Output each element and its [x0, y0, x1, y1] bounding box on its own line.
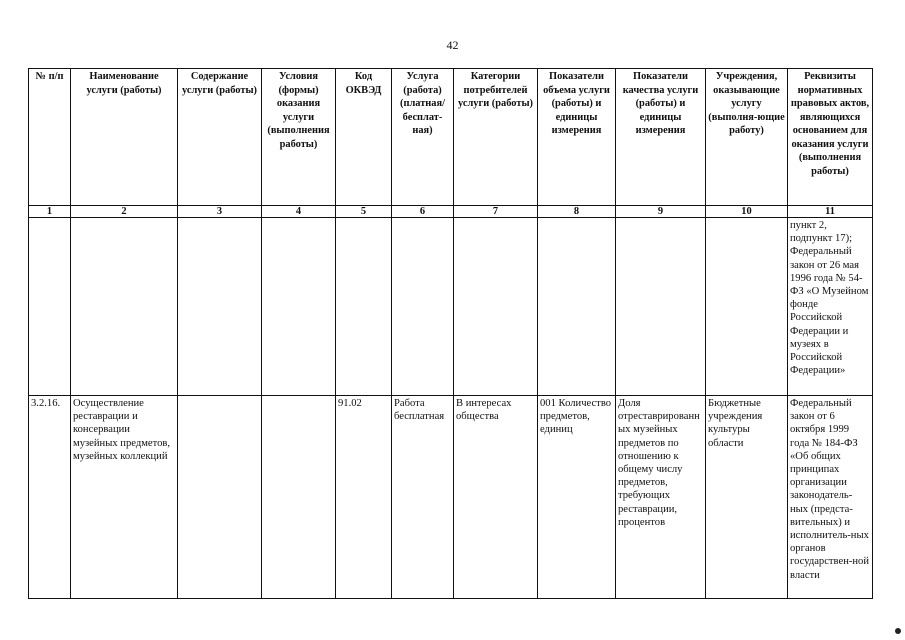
column-number-row [29, 206, 873, 218]
header-cell: Услуга (работа) (платная/ бесплат-ная) [392, 69, 454, 206]
header-cell: Код ОКВЭД [336, 69, 392, 206]
header-cell: № п/п [29, 69, 71, 206]
header-cell: Реквизиты нормативных правовых актов, являющихся основанием для оказания услуги (выполнения работы) [788, 69, 873, 206]
volume-indicator-cell: 001 Количество предметов, единиц [538, 396, 616, 599]
column-number: 7 [454, 206, 538, 218]
header-cell: Показатели качества услуги (работы) и единицы измерения [616, 69, 706, 206]
header-cell: Условия (формы) оказания услуги (выполнения работы) [262, 69, 336, 206]
column-number: 2 [71, 206, 178, 218]
consumer-category-cell: В интересах общества [454, 396, 538, 599]
legal-acts-cell: пункт 2, подпункт 17); Федеральный закон от 26 мая 1996 года № 54-ФЗ «О Музейном фонде Российской Федерации и музеях в Российской Федерации» [788, 218, 873, 396]
table-row [29, 396, 873, 599]
header-row [29, 69, 873, 206]
table-cell [538, 218, 616, 396]
column-number: 6 [392, 206, 454, 218]
column-number: 4 [262, 206, 336, 218]
service-content-cell [178, 396, 262, 599]
column-number: 10 [706, 206, 788, 218]
header-cell: Наименование услуги (работы) [71, 69, 178, 206]
table-cell [616, 218, 706, 396]
header-cell: Учреждения, оказывающие услугу (выполня-ющие работу) [706, 69, 788, 206]
table-cell [262, 218, 336, 396]
header-cell: Содержание услуги (работы) [178, 69, 262, 206]
okved-code-cell: 91.02 [336, 396, 392, 599]
table-cell [706, 218, 788, 396]
item-number-cell: 3.2.16. [29, 396, 71, 599]
page-number: 42 [446, 38, 459, 52]
scan-dot [895, 628, 901, 634]
service-name-cell: Осуществление реставрации и консервации музейных предметов, музейных коллекций [71, 396, 178, 599]
table-cell [392, 218, 454, 396]
conditions-cell [262, 396, 336, 599]
column-number: 9 [616, 206, 706, 218]
table-cell [71, 218, 178, 396]
table-cell [178, 218, 262, 396]
paid-free-cell: Работа бесплатная [392, 396, 454, 599]
column-number: 3 [178, 206, 262, 218]
continuation-row [29, 218, 873, 396]
column-number: 8 [538, 206, 616, 218]
column-number: 1 [29, 206, 71, 218]
legal-acts-cell: Федеральный закон от 6 октября 1999 года № 184-ФЗ «Об общих принципах организации законодатель-ных (предста-вительных) и исполнитель-ных органов государствен-ной власти [788, 396, 873, 599]
quality-indicator-cell: Доля отреставрированных музейных предметов по отношению к общему числу предметов, требующих реставрации, процентов [616, 396, 706, 599]
table-cell [454, 218, 538, 396]
table-cell [29, 218, 71, 396]
header-cell: Показатели объема услуги (работы) и единицы измерения [538, 69, 616, 206]
institutions-cell: Бюджетные учреждения культуры области [706, 396, 788, 599]
services-table [28, 68, 873, 599]
table-cell [336, 218, 392, 396]
column-number: 5 [336, 206, 392, 218]
column-number: 11 [788, 206, 873, 218]
header-cell: Категории потребителей услуги (работы) [454, 69, 538, 206]
